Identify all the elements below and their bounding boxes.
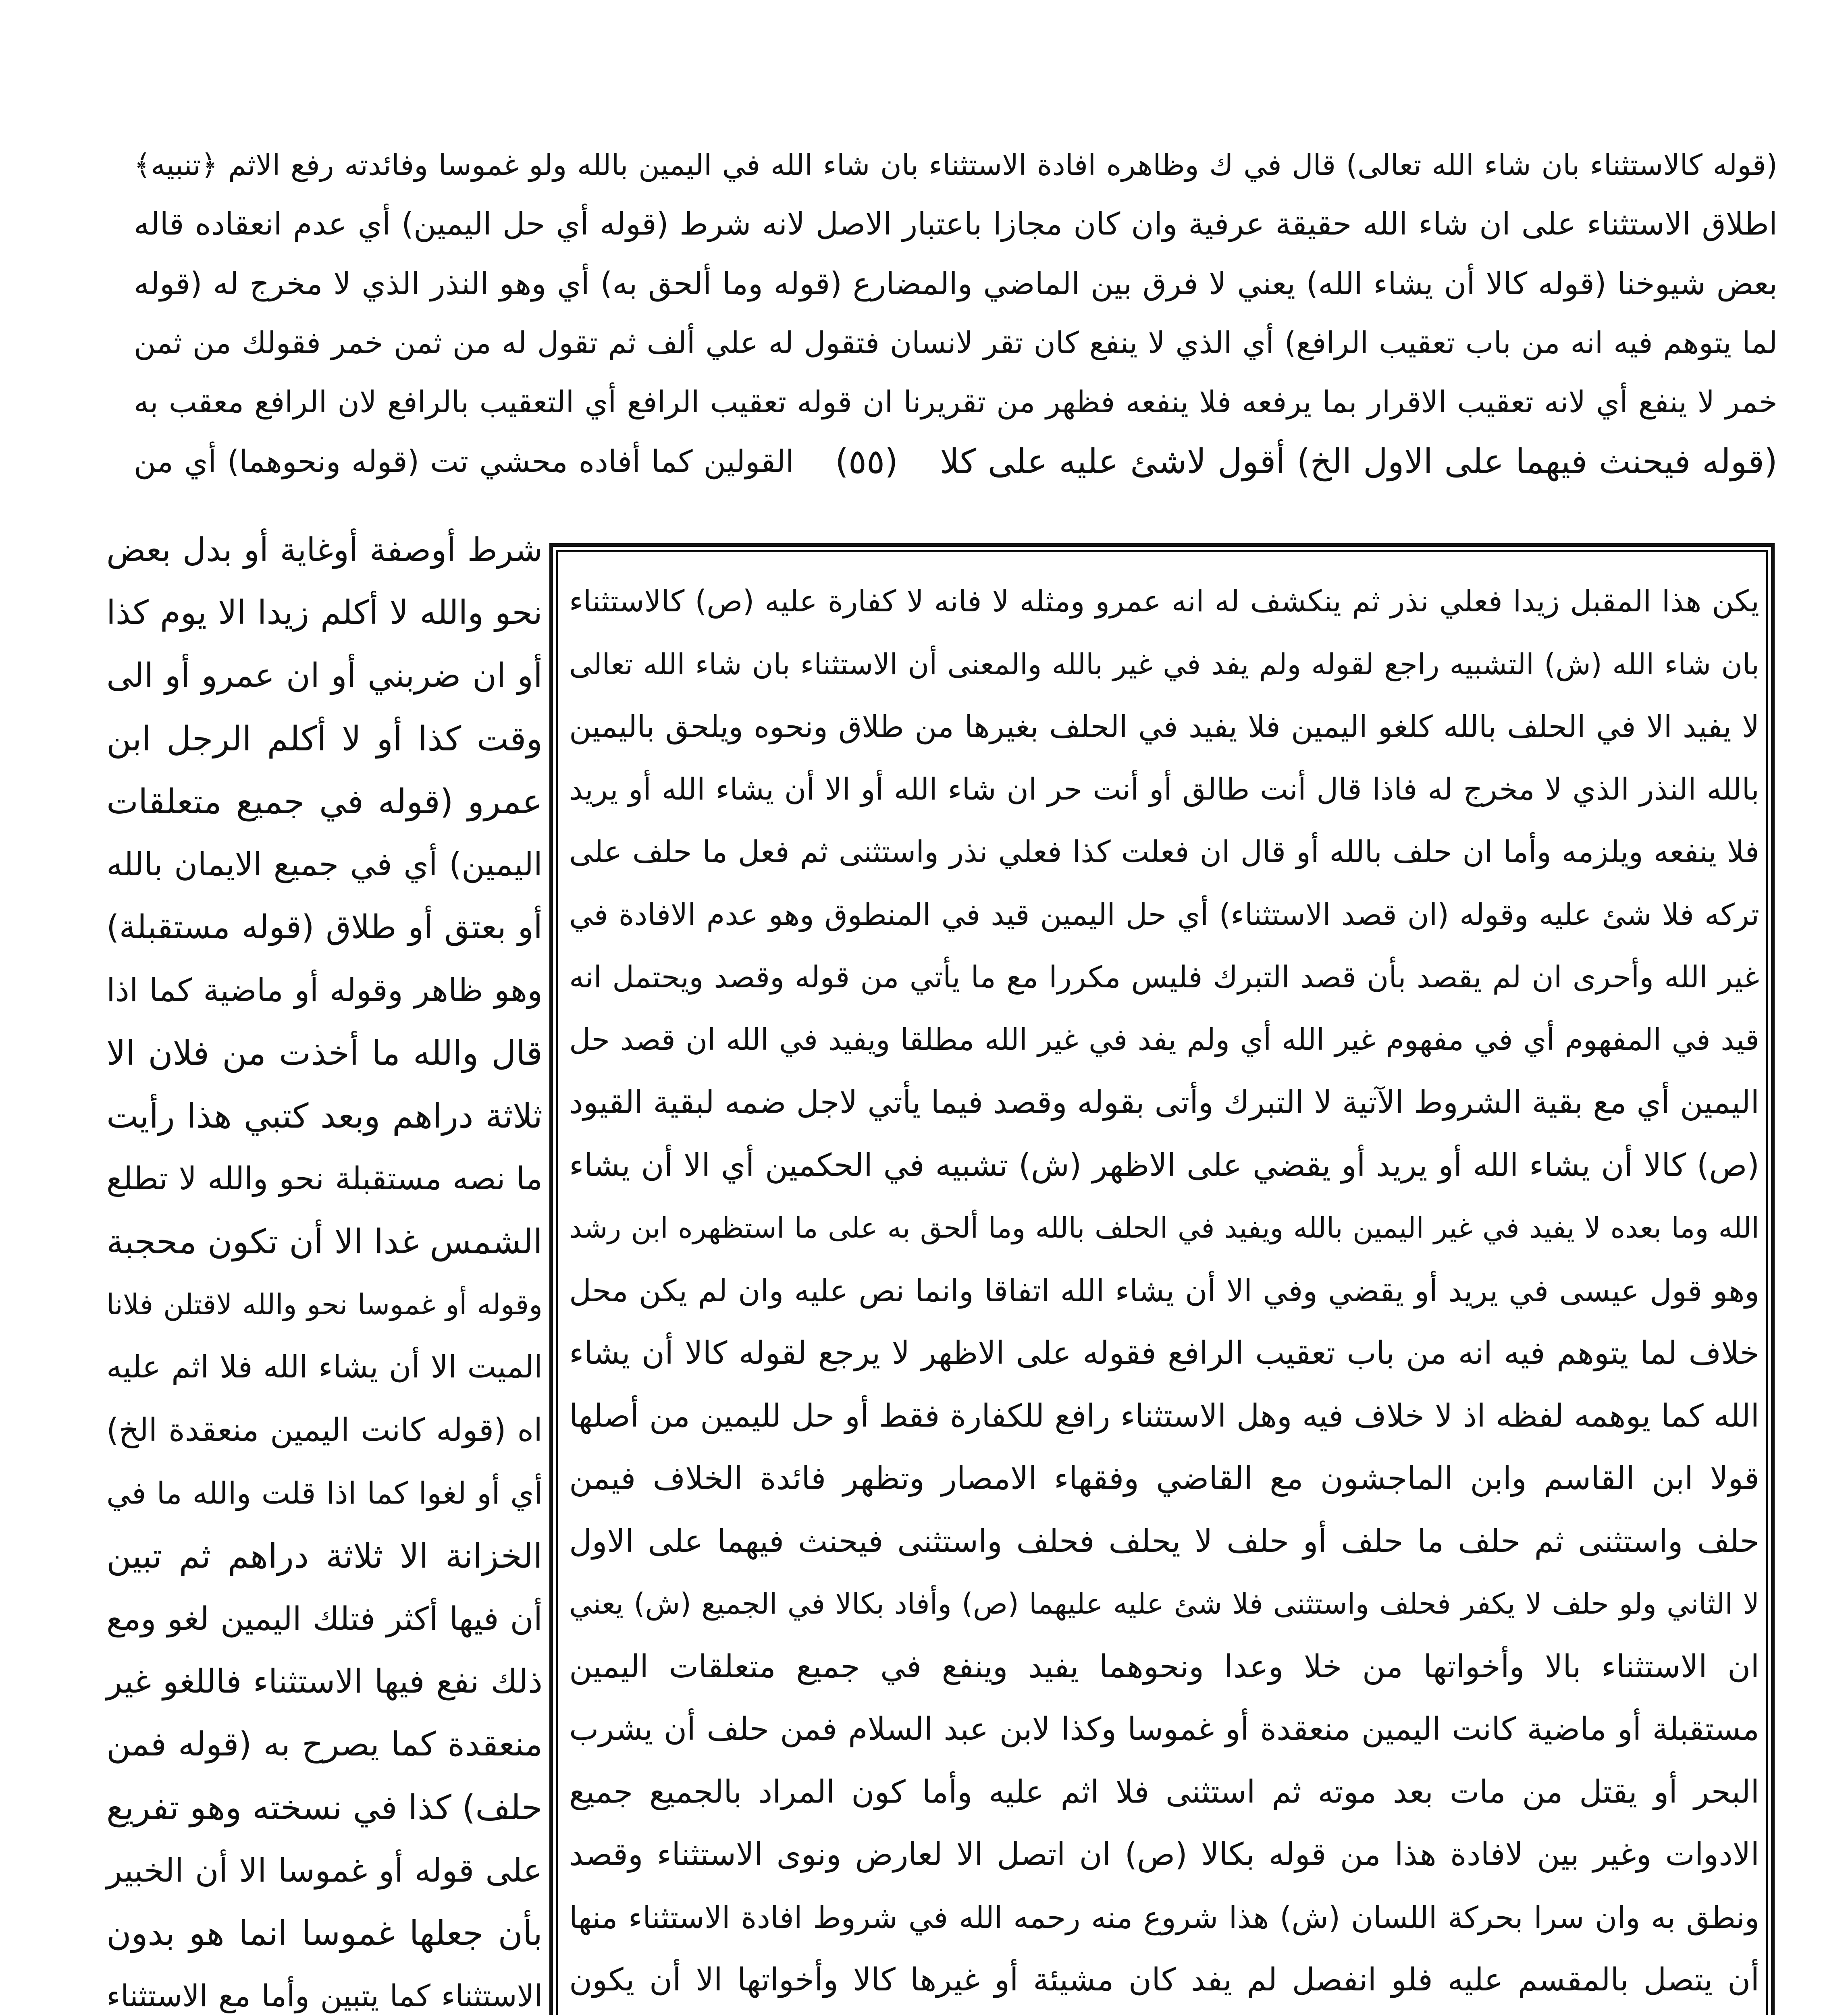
margin-note-line: الاستثناء كما يتبين وأما مع الاستثناء: [106, 1978, 543, 2013]
main-text-line: فلا ينفعه ويلزمه وأما ان حلف بالله أو قال ان فعلت كذا فعلي نذر واستثنى ثم فعل ما حلف على: [569, 834, 1759, 869]
margin-note-line: أو بعتق أو طلاق (قوله مستقبلة): [106, 908, 543, 946]
header-commentary: [133, 133, 1777, 496]
main-text-line: البحر أو يقتل من مات بعد موته ثم استثنى فلا اثم عليه وأما كون المراد بالجميع جميع: [569, 1774, 1759, 1810]
main-text-line: غير الله وأحرى ان لم يقصد بأن قصد التبرك فليس مكررا مع ما يأتي من قوله وقصد ويحتمل انه: [569, 960, 1759, 995]
main-text-line: الله وما بعده لا يفيد في غير اليمين بالله ويفيد في الحلف بالله وما ألحق به على ما استظهره ابن رشد: [569, 1211, 1759, 1244]
main-text-line: تركه فلا شئ عليه وقوله (ان قصد الاستثناء) أي حل اليمين قيد في المنطوق وهو عدم الافادة في: [569, 897, 1759, 932]
main-text-line: لا يفيد الا في الحلف بالله كلغو اليمين فلا يفيد في الحلف بغيرها من طلاق ونحوه ويلحق باليمين: [569, 709, 1759, 744]
margin-note-line: اه (قوله كانت اليمين منعقدة الخ): [106, 1412, 543, 1448]
margin-note-line: الخزانة الا ثلاثة دراهم ثم تبين: [106, 1536, 543, 1576]
main-text-line: مستقبلة أو ماضية كانت اليمين منعقدة أو غموسا وكذا لابن عبد السلام فمن حلف أن يشرب: [569, 1711, 1759, 1747]
margin-note-line: حلف) كذا في نسخته وهو تفريع: [106, 1788, 543, 1827]
margin-note-line: منعقدة كما يصرح به (قوله فمن: [106, 1725, 543, 1764]
margin-note-line: وقت كذا أو لا أكلم الرجل ابن: [106, 719, 543, 758]
margin-note-line: الميت الا أن يشاء الله فلا اثم عليه: [106, 1349, 543, 1385]
main-text-line: لا الثاني ولو حلف لا يكفر فحلف واستثنى فلا شئ عليه عليهما (ص) وأفاد بكالا في الجميع (ش) يعني: [569, 1587, 1759, 1620]
main-text-box: [549, 543, 1775, 2015]
header-line: لما يتوهم فيه انه من باب تعقيب الرافع) أي الذي لا ينفع كان تقر لانسان فتقول له علي ألف ثم تقول له من ثمن خمر فقولك من ثمن: [134, 326, 1777, 360]
margin-note-line: ذلك نفع فيها الاستثناء فاللغو غير: [106, 1663, 543, 1701]
main-text-line: الادوات وغير بين لافادة هذا من قوله بكالا (ص) ان اتصل الا لعارض ونوى الاستثناء وقصد: [569, 1836, 1759, 1873]
main-text-line: وهو قول عيسى في يريد أو يقضي وفي الا أن يشاء الله اتفاقا وانما نص عليه وان لم يكن محل: [569, 1273, 1759, 1309]
margin-note-line: الشمس غدا الا أن تكون محجبة: [106, 1222, 543, 1261]
main-text-line: ان الاستثناء بالا وأخواتها من خلا وعدا ونحوهما يفيد وينفع في جميع متعلقات اليمين: [569, 1649, 1759, 1685]
main-text-line: اليمين أي مع بقية الشروط الآتية لا التبرك وأتى بقوله وقصد فيما يأتي لاجل ضمه لبقية القيود: [569, 1084, 1759, 1121]
main-text-line: بالله النذر الذي لا مخرج له فاذا قال أنت طالق أو أنت حر ان شاء الله أو الا أن يشاء الله أو يريد: [569, 772, 1759, 807]
margin-note-line: أو ان ضربني أو ان عمرو أو الى: [106, 656, 543, 695]
main-text-line: خلاف لما يتوهم فيه انه من باب تعقيب الرافع فقوله على الاظهر لا يرجع لقوله كالا أن يشاء: [569, 1335, 1759, 1371]
main-text-line: ونطق به وان سرا بحركة اللسان (ش) هذا شروع منه رحمه الله في شروط افادة الاستثناء منها: [569, 1900, 1759, 1935]
header-line-6-right: (قوله فيحنث فيهما على الاول الخ) أقول لاشئ عليه على كلا: [940, 442, 1777, 481]
margin-commentary-column: [106, 520, 543, 2015]
margin-note-line: وقوله أو غموسا نحو والله لاقتلن فلانا: [106, 1288, 543, 1321]
margin-note-line: بأن جعلها غموسا انما هو بدون: [106, 1913, 543, 1953]
margin-note-line: قال والله ما أخذت من فلان الا: [106, 1033, 543, 1073]
header-line: خمر لا ينفع أي لانه تعقيب الاقرار بما يرفعه فلا ينفعه فظهر من تقريرنا ان قوله تعقيب الرافع أي التعقيب بالرافع لان الرافع معقب به: [134, 384, 1777, 420]
margin-note-line: على قوله أو غموسا الا أن الخبير: [106, 1851, 543, 1889]
margin-note-line: أن فيها أكثر فتلك اليمين لغو ومع: [106, 1600, 543, 1637]
main-text-line: (ص) كالا أن يشاء الله أو يريد أو يقضي على الاظهر (ش) تشبيه في الحكمين أي الا أن يشاء: [569, 1147, 1759, 1184]
margin-note-line: وهو ظاهر وقوله أو ماضية كما اذا: [106, 972, 543, 1009]
main-text-line: حلف واستثنى ثم حلف ما حلف أو حلف لا يحلف فحلف واستثنى فيحنث فيهما على الاول: [569, 1523, 1759, 1560]
margin-note-line: شرط أوصفة أوغاية أو بدل بعض: [106, 531, 543, 569]
main-text-line: قولا ابن القاسم وابن الماجشون مع القاضي وفقهاء الامصار وتظهر فائدة الخلاف فيمن: [569, 1460, 1759, 1497]
header-line-6-left: القولين كما أفاده محشي تت (قوله ونحوهما) أي من: [134, 444, 794, 479]
margin-note-line: عمرو (قوله في جميع متعلقات: [106, 782, 543, 821]
header-line: (قوله كالاستثناء بان شاء الله تعالى) قال في ك وظاهره افادة الاستثناء بان شاء الله في اليمين بالله ولو غموسا وفائدته رفع الاثم ﴿تنبيه﴾: [134, 148, 1777, 182]
margin-note-line: اليمين) أي في جميع الايمان بالله: [106, 845, 543, 883]
margin-note-line: أي أو لغوا كما اذا قلت والله ما في: [106, 1475, 543, 1511]
main-text-line: الله كما يوهمه لفظه اذ لا خلاف فيه وهل الاستثناء رافع للكفارة فقط أو حل لليمين من أصلها: [569, 1398, 1759, 1434]
main-text-line: يكن هذا المقبل زيدا فعلي نذر ثم ينكشف له انه عمرو ومثله لا فانه لا كفارة عليه (ص) كالاستثناء: [569, 584, 1759, 619]
main-text-line: قيد في المفهوم أي في مفهوم غير الله أي ولم يفد في غير الله مطلقا ويفيد في الله ان قصد حل: [569, 1023, 1759, 1057]
margin-note-line: نحو والله لا أكلم زيدا الا يوم كذا: [106, 594, 543, 632]
page-number: (٥٥): [835, 442, 898, 481]
margin-note-line: ما نصه مستقبلة نحو والله لا تطلع: [106, 1161, 543, 1197]
main-text-line: أن يتصل بالمقسم عليه فلو انفصل لم يفد كان مشيئة أو غيرها كالا وأخواتها الا أن يكون: [569, 1962, 1759, 1998]
main-text-line: بان شاء الله (ش) التشبيه راجع لقوله ولم يفد في غير بالله والمعنى أن الاستثناء بان شاء الله تعالى: [569, 647, 1759, 681]
margin-note-line: ثلاثة دراهم وبعد كتبي هذا رأيت: [106, 1096, 543, 1136]
header-line: اطلاق الاستثناء على ان شاء الله حقيقة عرفية وان كان مجازا باعتبار الاصل لانه شرط (قوله أي حل اليمين) أي عدم انعقاده قاله: [134, 206, 1777, 242]
header-line: بعض شيوخنا (قوله كالا أن يشاء الله) يعني لا فرق بين الماضي والمضارع (قوله وما ألحق به) أي وهو النذر الذي لا مخرج له (قوله: [134, 266, 1777, 301]
